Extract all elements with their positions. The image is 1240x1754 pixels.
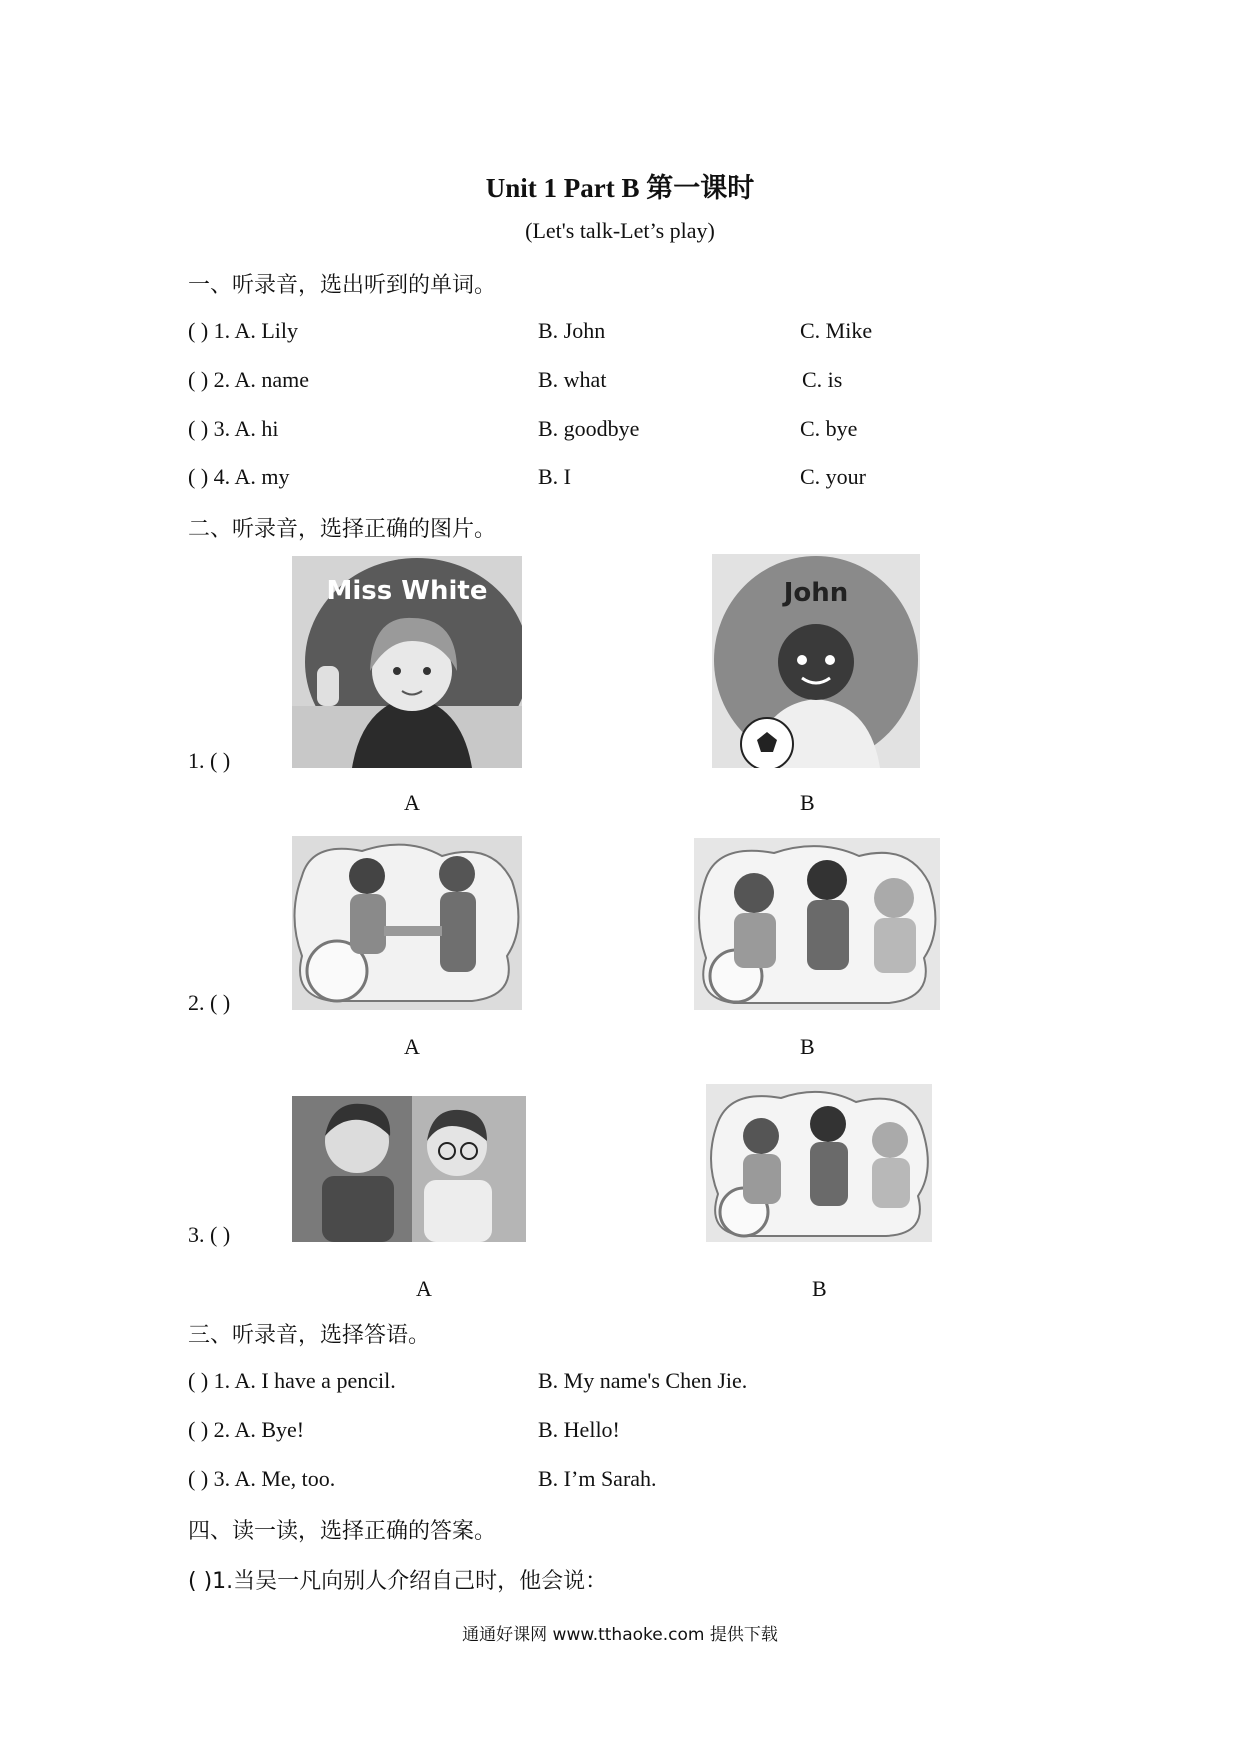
s3-q1-a: ( ) 1. A. I have a pencil. — [188, 1368, 396, 1393]
section4-heading: 四、读一读，选择正确的答案。 — [188, 1519, 497, 1544]
page-subtitle: (Let's talk-Let’s play) — [525, 218, 715, 243]
s1-q3-b: B. goodbye — [538, 416, 640, 441]
section3-heading: 三、听录音，选择答语。 — [188, 1323, 431, 1348]
s1-q4-c: C. your — [800, 464, 866, 489]
two-boys-picture — [292, 1096, 526, 1242]
s1-q1-a: ( ) 1. A. Lily — [188, 318, 298, 343]
handshake-picture — [292, 836, 522, 1010]
s1-q2-c: C. is — [802, 367, 843, 392]
s2-row1-option-a: A — [404, 790, 420, 815]
s2-row2-option-b: B — [800, 1034, 815, 1059]
s2-row3-option-a: A — [416, 1276, 432, 1301]
s1-q3-a: ( ) 3. A. hi — [188, 416, 279, 441]
section1-heading: 一、听录音，选出听到的单词。 — [188, 273, 497, 298]
s2-row1-option-b: B — [800, 790, 815, 815]
s1-q1-b: B. John — [538, 318, 606, 343]
s2-row1-label: 1. ( ) — [188, 748, 231, 773]
miss-white-caption: Miss White — [326, 576, 488, 606]
john-caption: John — [783, 578, 849, 608]
s3-q2-a: ( ) 2. A. Bye! — [188, 1417, 305, 1442]
s3-q1-b: B. My name's Chen Jie. — [538, 1368, 748, 1393]
page-footer: 通通好课网 www.tthaoke.com 提供下载 — [462, 1625, 778, 1645]
s1-q2-b: B. what — [538, 367, 607, 392]
s3-q3-a: ( ) 3. A. Me, too. — [188, 1466, 336, 1491]
s1-q2-a: ( ) 2. A. name — [188, 367, 309, 392]
s3-q3-b: B. I’m Sarah. — [538, 1466, 657, 1491]
section2-heading: 二、听录音，选择正确的图片。 — [188, 517, 497, 542]
page-title: Unit 1 Part B 第一课时 — [485, 173, 755, 203]
s1-q3-c: C. bye — [800, 416, 858, 441]
three-children-picture-2b — [694, 838, 940, 1010]
s2-row2-option-a: A — [404, 1034, 420, 1059]
s2-row3-label: 3. ( ) — [188, 1222, 231, 1247]
s1-q4-b: B. I — [538, 464, 571, 489]
s2-row3-option-b: B — [812, 1276, 827, 1301]
s1-q4-a: ( ) 4. A. my — [188, 464, 290, 489]
s3-q2-b: B. Hello! — [538, 1417, 620, 1442]
s1-q1-c: C. Mike — [800, 318, 873, 343]
s2-row2-label: 2. ( ) — [188, 990, 231, 1015]
s4-q1: ( )1.当吴一凡向别人介绍自己时，他会说： — [188, 1569, 608, 1594]
three-children-picture-3b — [706, 1084, 932, 1242]
